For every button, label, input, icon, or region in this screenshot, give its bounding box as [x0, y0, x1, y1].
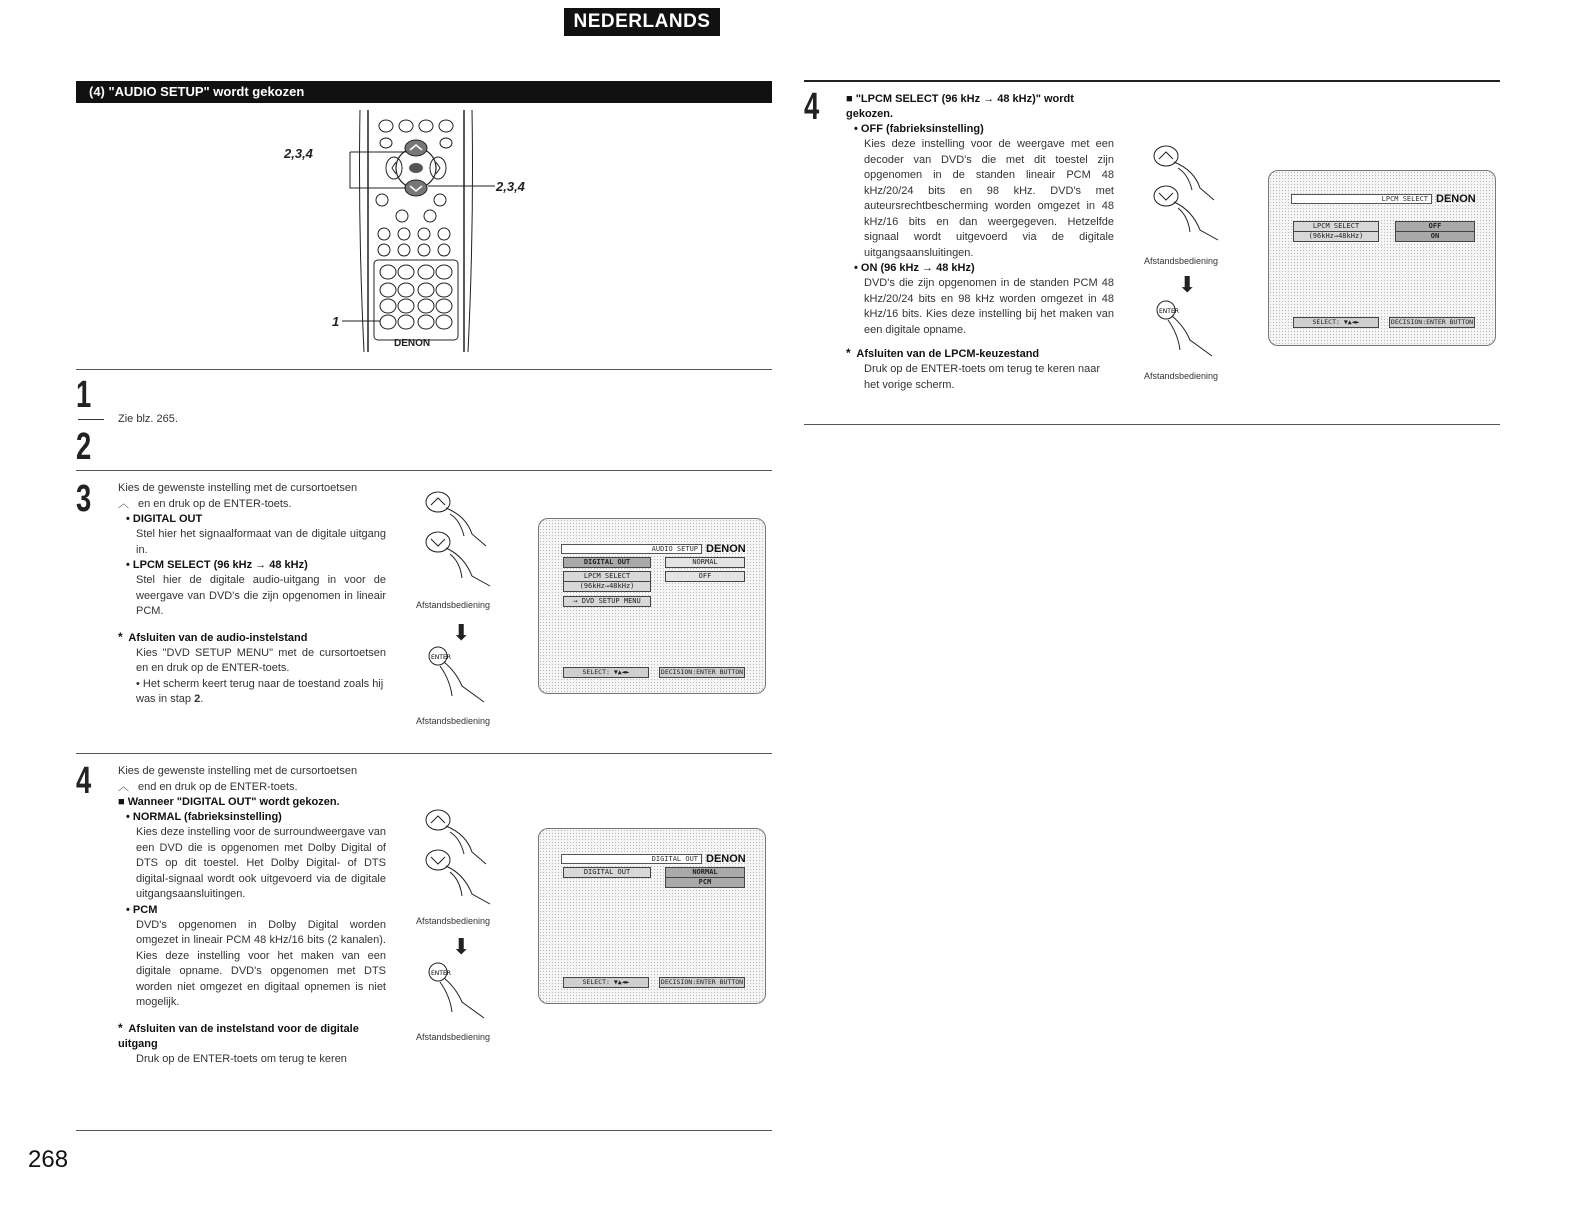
screen-value: NORMAL	[665, 557, 745, 568]
step-number: 2	[76, 426, 92, 468]
bullet-heading: • ON (96 kHz → 48 kHz)	[854, 262, 975, 274]
bullet-text: Stel hier de digitale audio-uitgang in voor de weergave van DVD's die zijn opgenomen in lineair PCM.	[136, 574, 386, 617]
remote-label-right: 2,3,4	[496, 179, 525, 194]
screen-brand: DENON	[706, 853, 746, 865]
screen-menu-item: DIGITAL OUT	[563, 867, 651, 878]
down-arrow-icon: ⬇	[452, 620, 471, 645]
bullet-heading: • LPCM SELECT (96 kHz → 48 kHz)	[126, 559, 308, 571]
step-number: 4	[76, 760, 92, 802]
note-heading: * Afsluiten van de LPCM-keuzestand	[846, 346, 1040, 360]
caption: Afstandsbediening	[1144, 256, 1219, 266]
step-number: 4	[804, 86, 820, 128]
caption: Afstandsbediening	[1144, 371, 1219, 381]
hand-press-cursor-illustration	[1148, 140, 1228, 250]
screen-footer-select: SELECT: ▼▲◄►	[1293, 317, 1379, 328]
screen-value: OFF	[1395, 221, 1475, 232]
screen-footer-decision: DECISION:ENTER BUTTON	[1390, 318, 1474, 326]
screen-footer-decision: DECISION:ENTER BUTTON	[660, 668, 744, 676]
screen-footer-select: SELECT: ▼▲◄►	[563, 977, 649, 988]
cursor-up-icon: ︿	[118, 780, 129, 793]
note-subtext: • Het scherm keert terug naar de toestand zoals hij was in stap 2.	[136, 677, 384, 705]
svg-text:ENTER: ENTER	[431, 970, 451, 977]
step-number: 3	[76, 478, 92, 520]
step1-note: Zie blz. 265.	[118, 413, 178, 425]
caption: Afstandsbediening	[416, 600, 491, 610]
screen-value: NORMAL	[665, 867, 745, 878]
note-text: Druk op de ENTER-toets om terug te keren naar het vorige scherm.	[864, 363, 1100, 391]
bullet-heading: • PCM	[126, 903, 158, 916]
note-text: Druk op de ENTER-toets om terug te keren	[136, 1052, 347, 1065]
enter-button-illustration	[426, 962, 496, 1026]
bullet-heading: • DIGITAL OUT	[126, 513, 203, 525]
screen-footer-select: SELECT: ▼▲◄►	[563, 667, 649, 678]
enter-button-illustration	[426, 646, 496, 710]
cursor-up-icon: ︿	[118, 497, 129, 510]
screen-title: LPCM SELECT	[1291, 194, 1432, 204]
step-number: 1	[76, 374, 92, 416]
language-tab: NEDERLANDS	[564, 8, 720, 36]
svg-text:ENTER: ENTER	[1159, 308, 1179, 315]
note-text: Kies "DVD SETUP MENU" met de cursortoetsen en en druk op de ENTER-toets.	[136, 646, 386, 674]
remote-control-illustration	[284, 106, 550, 356]
caption: Afstandsbediening	[416, 916, 491, 926]
screen-menu-item: (96kHz→48kHz)	[1293, 231, 1379, 242]
bullet-text: DVD's die zijn opgenomen in de standen PCM 48 kHz/20/24 bits en 98 kHz worden omgezet in 48 kHz/16 bits. Kies deze instelling bij het maken van een digitale opname.	[864, 277, 1114, 336]
right-step4-text-block	[846, 92, 1114, 393]
osd-screen-audio-setup	[538, 518, 766, 694]
divider	[76, 470, 772, 471]
remote-label-one: 1	[332, 314, 340, 329]
bullet-heading: • OFF (fabrieksinstelling)	[854, 123, 984, 135]
remote-brand: DENON	[394, 338, 431, 349]
svg-text:ENTER: ENTER	[431, 654, 451, 661]
down-arrow-icon: ⬇	[1178, 272, 1197, 297]
screen-menu-item: DIGITAL OUT	[563, 557, 651, 568]
dash-line	[78, 419, 104, 420]
screen-brand: DENON	[706, 543, 746, 555]
screen-value: OFF	[665, 571, 745, 582]
step3-intro-line2	[118, 497, 386, 513]
bullet-text: DVD's opgenomen in Dolby Digital worden omgezet in lineair PCM 48 kHz/16 bits (2 kanalen). Kies deze instelling voor het maken van een digitale opname. DVD's opgenomen met DTS worden niet omgezet en digitaal opnemen is niet mogelijk.	[136, 918, 386, 1008]
screen-menu-item: (96kHz→48kHz)	[563, 581, 651, 592]
right-step4-subhead: ■ "LPCM SELECT (96 kHz → 48 kHz)" wordt gekozen.	[846, 93, 1074, 120]
step4-text-block	[118, 764, 386, 1067]
note-heading: * Afsluiten van de instelstand voor de digitale uitgang	[118, 1020, 359, 1050]
step3-text-block	[118, 481, 386, 708]
enter-button-illustration	[1154, 300, 1224, 364]
caption: Afstandsbediening	[416, 1032, 491, 1042]
down-arrow-icon: ⬇	[452, 934, 471, 959]
bullet-heading: • NORMAL (fabrieksinstelling)	[126, 811, 282, 823]
step4-subhead: ■ Wanneer "DIGITAL OUT" wordt gekozen.	[118, 796, 340, 808]
remote-label-left: 2,3,4	[284, 146, 313, 161]
screen-value: ON	[1395, 231, 1475, 242]
step4-intro2: end en druk op de ENTER-toets.	[138, 780, 298, 793]
divider	[804, 424, 1500, 425]
divider	[76, 369, 772, 370]
divider	[804, 80, 1500, 82]
screen-brand: DENON	[1436, 193, 1476, 205]
osd-screen-lpcm-select	[1268, 170, 1496, 346]
step3-intro2: en en druk op de ENTER-toets.	[138, 497, 292, 510]
divider	[76, 1130, 772, 1131]
screen-title: AUDIO SETUP	[561, 544, 702, 554]
hand-press-cursor-illustration	[420, 804, 500, 914]
osd-screen-digital-out	[538, 828, 766, 1004]
step3-intro: Kies de gewenste instelling met de cursortoetsen	[118, 482, 358, 494]
page-number: 268	[28, 1146, 69, 1173]
step4-intro: Kies de gewenste instelling met de cursortoetsen	[118, 765, 358, 777]
screen-value: PCM	[665, 877, 745, 888]
note-heading: * Afsluiten van de audio-instelstand	[118, 629, 308, 644]
screen-menu-item: → DVD SETUP MENU	[563, 596, 651, 607]
divider	[76, 753, 772, 754]
screen-title: DIGITAL OUT	[561, 854, 702, 864]
section-title: (4) "AUDIO SETUP" wordt gekozen	[76, 81, 772, 103]
bullet-text: Kies deze instelling voor de surroundweergave van een DVD die is opgenomen met Dolby Digital of DTS op dit toestel. Het Dolby Digital- of DTS digital-signaal wordt ook uitgevoerd via de digitale uitgangsaansluitingen.	[136, 826, 386, 900]
caption: Afstandsbediening	[416, 716, 491, 726]
screen-menu-item: LPCM SELECT	[1293, 221, 1379, 232]
screen-footer-decision: DECISION:ENTER BUTTON	[660, 978, 744, 986]
bullet-text: Kies deze instelling voor de weergave met een decoder van DVD's die met dit toestel zijn opgenomen in de standen lineair PCM 48 kHz/20/24 bits en 98 kHz. DVD's met auteursrechtbescherming worden omgezet in 48 kHz/16 bits en dan weergegeven. Hetzelfde signaal wordt uitgevoerd via de digitale uitgangsaansluitingen.	[864, 138, 1114, 259]
screen-menu-item: LPCM SELECT	[563, 571, 651, 582]
bullet-text: Stel hier het signaalformaat van de digitale uitgang in.	[136, 528, 386, 556]
hand-press-cursor-illustration	[420, 486, 500, 596]
step4-intro-line2	[118, 780, 386, 796]
